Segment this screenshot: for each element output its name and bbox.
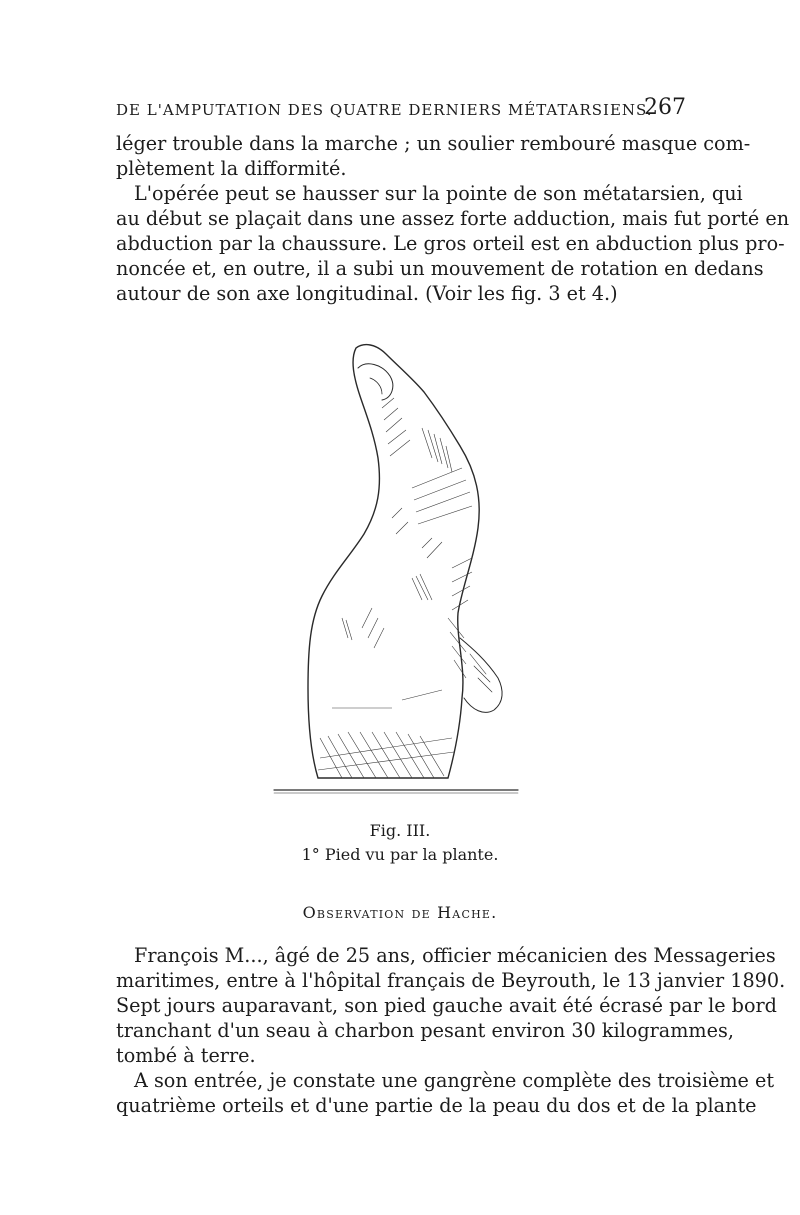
small-toe: [460, 638, 502, 712]
text-line: autour de son axe longitudinal. (Voir les fig. 3 et 4.): [116, 282, 618, 305]
toe-nail-line: [358, 364, 393, 400]
text-line: L'opérée peut se hausser sur la pointe de son métatarsien, qui: [134, 182, 743, 205]
text-line: au début se plaçait dans une assez forte adduction, mais fut porté en: [116, 207, 790, 230]
text-line: François M..., âgé de 25 ans, officier mécanicien des Messageries: [134, 944, 776, 967]
text-line: noncée et, en outre, il a subi un mouvement de rotation en dedans: [116, 257, 764, 280]
section-title: Observation de Hache.: [302, 903, 498, 922]
text-line: A son entrée, je constate une gangrène complète des troisième et: [134, 1069, 775, 1092]
text-line: plètement la difformité.: [116, 157, 347, 180]
figure-label: Fig. III.: [369, 821, 431, 840]
text-line: tombé à terre.: [116, 1044, 256, 1067]
figure-caption: 1° Pied vu par la plante.: [301, 845, 499, 864]
foot-sole-drawing: [272, 338, 522, 800]
running-head-title: DE L'AMPUTATION DES QUATRE DERNIERS MÉTATARSIENS.: [116, 101, 653, 119]
text-line: Sept jours auparavant, son pied gauche avait été écrasé par le bord: [116, 994, 777, 1017]
text-line: maritimes, entre à l'hôpital français de Beyrouth, le 13 janvier 1890.: [116, 969, 786, 992]
text-line: léger trouble dans la marche ; un soulier rembouré masque com-: [116, 132, 751, 155]
page-number: 267: [644, 95, 686, 120]
paragraph-observation: [116, 944, 786, 1119]
foot-outline: [308, 345, 479, 778]
text-line: quatrième orteils et d'une partie de la peau du dos et de la plante: [116, 1094, 757, 1117]
running-head: [116, 95, 686, 125]
paragraph-top: [116, 132, 790, 307]
text-line: abduction par la chaussure. Le gros orteil est en abduction plus pro-: [116, 232, 785, 255]
text-line: tranchant d'un seau à charbon pesant environ 30 kilogrammes,: [116, 1019, 734, 1042]
